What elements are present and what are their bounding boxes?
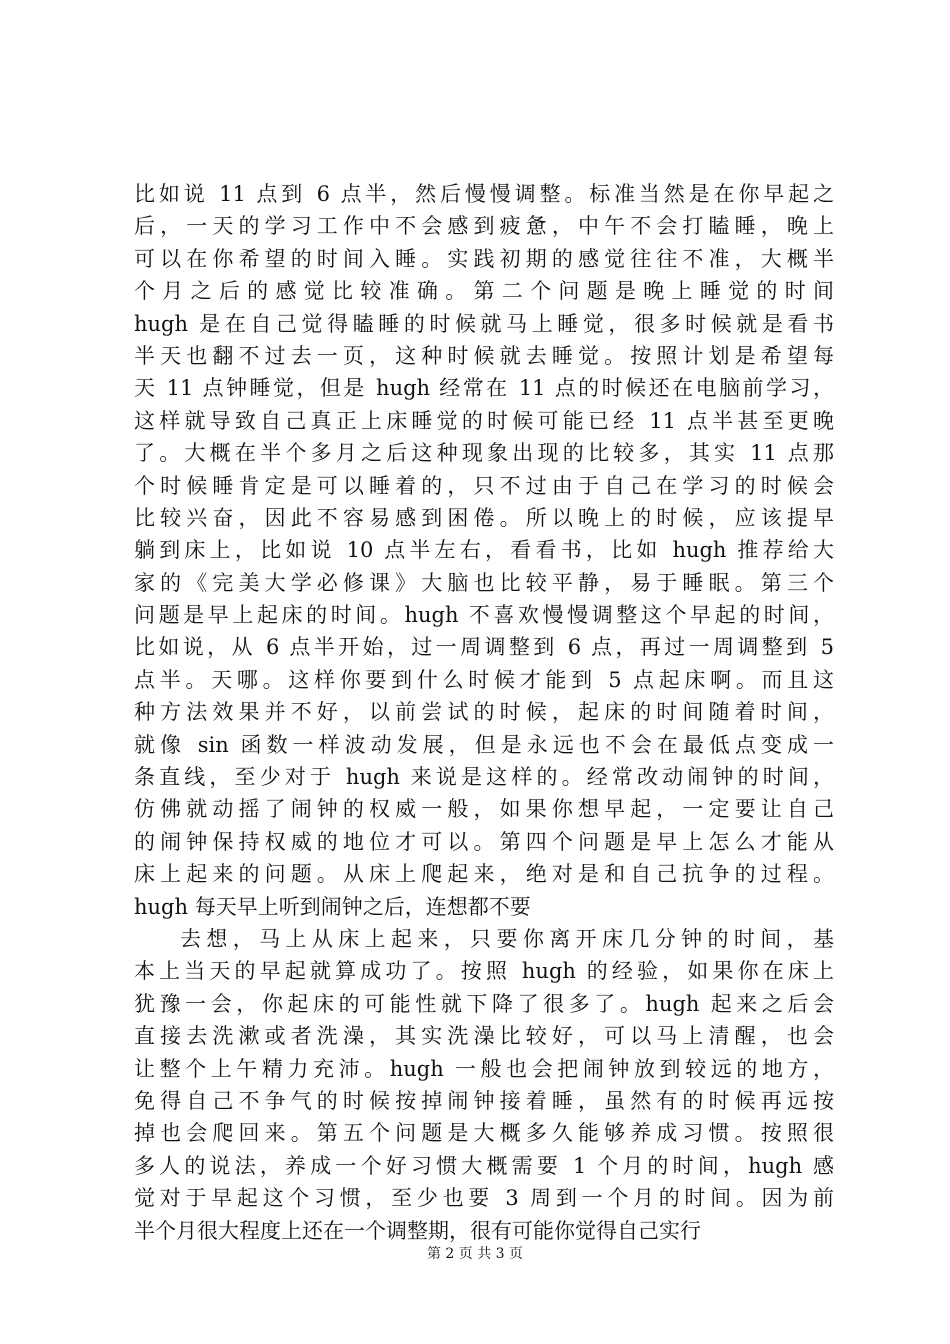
text-line: 天 11 点钟睡觉，但是 hugh 经常在 11 点的时候还在电脑前学习， <box>134 376 834 401</box>
text-line: 仿佛就动摇了闹钟的权威一般，如果你想早起，一定要让自己 <box>134 797 834 822</box>
text-line: 掉也会爬回来。第五个问题是大概多久能够养成习惯。按照很 <box>134 1121 834 1146</box>
text-line: 多人的说法，养成一个好习惯大概需要 1 个月的时间，hugh 感 <box>134 1153 834 1178</box>
text-line: 的闹钟保持权威的地位才可以。第四个问题是早上怎么才能从 <box>134 829 834 854</box>
text-line: 床上起来的问题。从床上爬起来，绝对是和自己抗争的过程。 <box>134 862 834 887</box>
text-line: 个时候睡肯定是可以睡着的，只不过由于自己在学习的时候会 <box>134 473 834 498</box>
text-line: 半天也翻不过去一页，这种时候就去睡觉。按照计划是希望每 <box>134 343 834 368</box>
text-line: 直接去洗漱或者洗澡，其实洗澡比较好，可以马上清醒，也会 <box>134 1024 834 1049</box>
text-line: 种方法效果并不好，以前尝试的时候，起床的时间随着时间， <box>134 700 834 725</box>
text-line: 比如说，从 6 点半开始，过一周调整到 6 点，再过一周调整到 5 <box>134 635 834 660</box>
text-line: 让整个上午精力充沛。hugh 一般也会把闹钟放到较远的地方， <box>134 1056 834 1081</box>
text-line: 条直线，至少对于 hugh 来说是这样的。经常改动闹钟的时间， <box>134 765 834 790</box>
text-line: 本上当天的早起就算成功了。按照 hugh 的经验，如果你在床上 <box>134 959 834 984</box>
text-line: 个月之后的感觉比较准确。第二个问题是晚上睡觉的时间 <box>134 279 834 304</box>
text-line: 躺到床上，比如说 10 点半左右，看看书，比如 hugh 推荐给大 <box>134 538 834 563</box>
text-line: 可以在你希望的时间入睡。实践初期的感觉往往不准，大概半 <box>134 246 834 271</box>
text-line: 比较兴奋，因此不容易感到困倦。所以晚上的时候，应该提早 <box>134 505 834 530</box>
text-line: 犹豫一会，你起床的可能性就下降了很多了。hugh 起来之后会 <box>134 991 834 1016</box>
text-line: hugh 每天早上听到闹钟之后，连想都不要 <box>134 894 531 919</box>
text-line: 家的《完美大学必修课》大脑也比较平静，易于睡眠。第三个 <box>134 570 834 595</box>
text-line: 后，一天的学习工作中不会感到疲惫，中午不会打瞌睡，晚上 <box>134 214 834 239</box>
paragraph <box>134 923 834 1247</box>
paragraph <box>134 178 834 923</box>
text-line: 觉对于早起这个习惯，至少也要 3 周到一个月的时间。因为前 <box>134 1186 834 1211</box>
text-line: 点半。天哪。这样你要到什么时候才能到 5 点起床啊。而且这 <box>134 667 834 692</box>
text-line: 半个月很大程度上还在一个调整期，很有可能你觉得自己实行 <box>134 1218 701 1243</box>
text-line: hugh 是在自己觉得瞌睡的时候就马上睡觉，很多时候就是看书 <box>134 311 834 336</box>
body-text <box>134 178 834 1247</box>
text-line: 就像 sin 函数一样波动发展，但是永远也不会在最低点变成一 <box>134 732 834 757</box>
text-line: 了。大概在半个多月之后这种现象出现的比较多，其实 11 点那 <box>134 441 834 466</box>
text-line: 去想，马上从床上起来，只要你离开床几分钟的时间，基 <box>180 926 834 951</box>
text-line: 这样就导致自己真正上床睡觉的时候可能已经 11 点半甚至更晚 <box>134 408 834 433</box>
text-line: 比如说 11 点到 6 点半，然后慢慢调整。标准当然是在你早起之 <box>134 182 834 206</box>
text-line: 免得自己不争气的时候按掉闹钟接着睡，虽然有的时候再远按 <box>134 1088 834 1113</box>
text-line: 问题是早上起床的时间。hugh 不喜欢慢慢调整这个早起的时间， <box>134 603 834 628</box>
page-footer: 第 2 页 共 3 页 <box>426 1246 524 1262</box>
